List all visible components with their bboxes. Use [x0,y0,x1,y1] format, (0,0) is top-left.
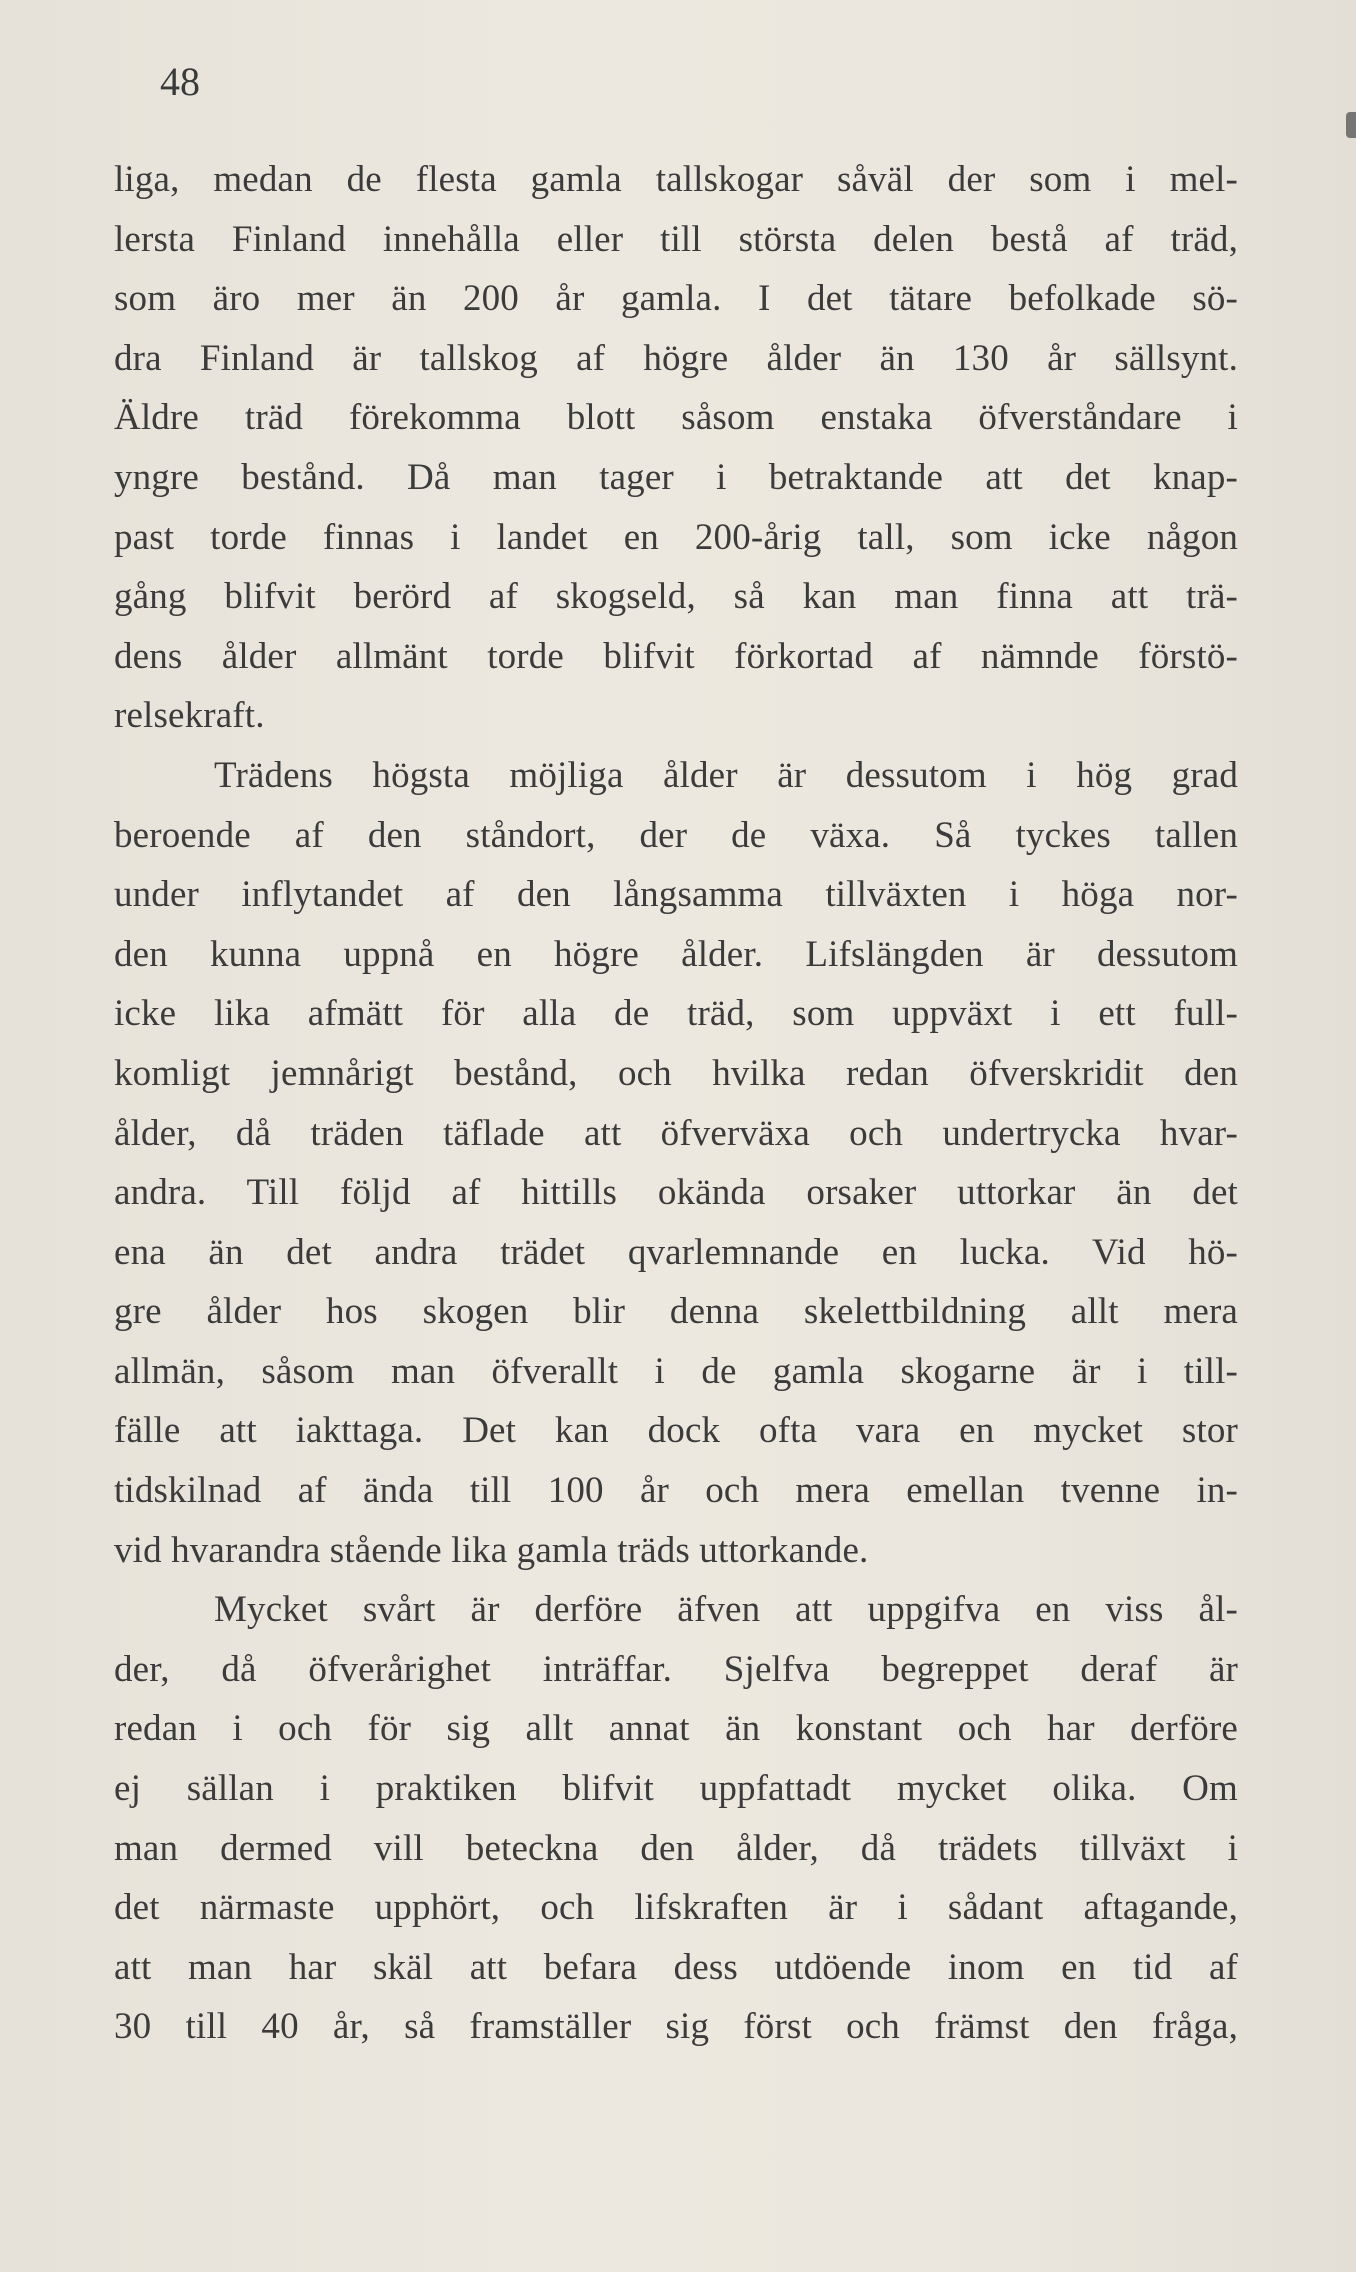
text-line: att man har skäl att befara dess utdöende inom en tid af [114,1946,1238,1988]
text-line: dra Finland är tallskog af högre ålder än 130 år sällsynt. [114,337,1238,379]
text-line: yngre bestånd. Då man tager i betraktande att det knap- [114,456,1238,498]
text-line: dens ålder allmänt torde blifvit förkortad af nämnde förstö- [114,635,1238,677]
edge-mark [1346,112,1356,138]
text-line: ej sällan i praktiken blifvit uppfattadt mycket olika. Om [114,1768,1238,1810]
text-line: icke lika afmätt för alla de träd, som uppväxt i ett full- [114,993,1238,1035]
text-line: andra. Till följd af hittills okända orsaker uttorkar än det [114,1172,1238,1214]
text-line: under inflytandet af den långsamma tillväxten i höga nor- [114,874,1238,916]
text-line: tidskilnad af ända till 100 år och mera emellan tvenne in- [114,1470,1238,1512]
text-line: den kunna uppnå en högre ålder. Lifslängden är dessutom [114,933,1238,975]
text-line: fälle att iakttaga. Det kan dock ofta vara en mycket stor [114,1410,1238,1452]
text-line: allmän, såsom man öfverallt i de gamla skogarne är i till- [114,1350,1238,1392]
text-line: past torde finnas i landet en 200-årig tall, som icke någon [114,516,1238,558]
text-line: Trädens högsta möjliga ålder är dessutom i hög grad [214,754,1238,796]
text-line: gre ålder hos skogen blir denna skelettbildning allt mera [114,1291,1238,1333]
text-line: redan i och för sig allt annat än konstant och har derföre [114,1708,1238,1750]
body-text [114,150,1238,2057]
text-line: der, då öfverårighet inträffar. Sjelfva begreppet deraf är [114,1648,1238,1690]
text-line: lersta Finland innehålla eller till största delen bestå af träd, [114,218,1238,260]
text-line: relsekraft. [114,695,265,737]
text-line: beroende af den ståndort, der de växa. Så tyckes tallen [114,814,1238,856]
text-line: komligt jemnårigt bestånd, och hvilka redan öfverskridit den [114,1052,1238,1094]
text-line: det närmaste upphört, och lifskraften är i sådant aftagande, [114,1887,1238,1929]
text-line: vid hvarandra stående lika gamla träds uttorkande. [114,1529,869,1571]
text-line: 30 till 40 år, så framställer sig först och främst den fråga, [114,2006,1238,2048]
page-number: 48 [160,59,200,104]
text-line: ena än det andra trädet qvarlemnande en lucka. Vid hö- [114,1231,1238,1273]
text-line: som äro mer än 200 år gamla. I det tätare befolkade sö- [114,278,1238,320]
text-line: liga, medan de flesta gamla tallskogar såväl der som i mel- [114,159,1238,200]
text-line: ålder, då träden täflade att öfverväxa och undertrycka hvar- [114,1112,1238,1154]
text-line: man dermed vill beteckna den ålder, då trädets tillväxt i [114,1827,1238,1869]
text-line: gång blifvit berörd af skogseld, så kan man finna att trä- [114,576,1238,618]
text-line: Mycket svårt är derföre äfven att uppgifva en viss ål- [214,1589,1238,1631]
text-line: Äldre träd förekomma blott såsom enstaka öfverståndare i [114,397,1238,439]
